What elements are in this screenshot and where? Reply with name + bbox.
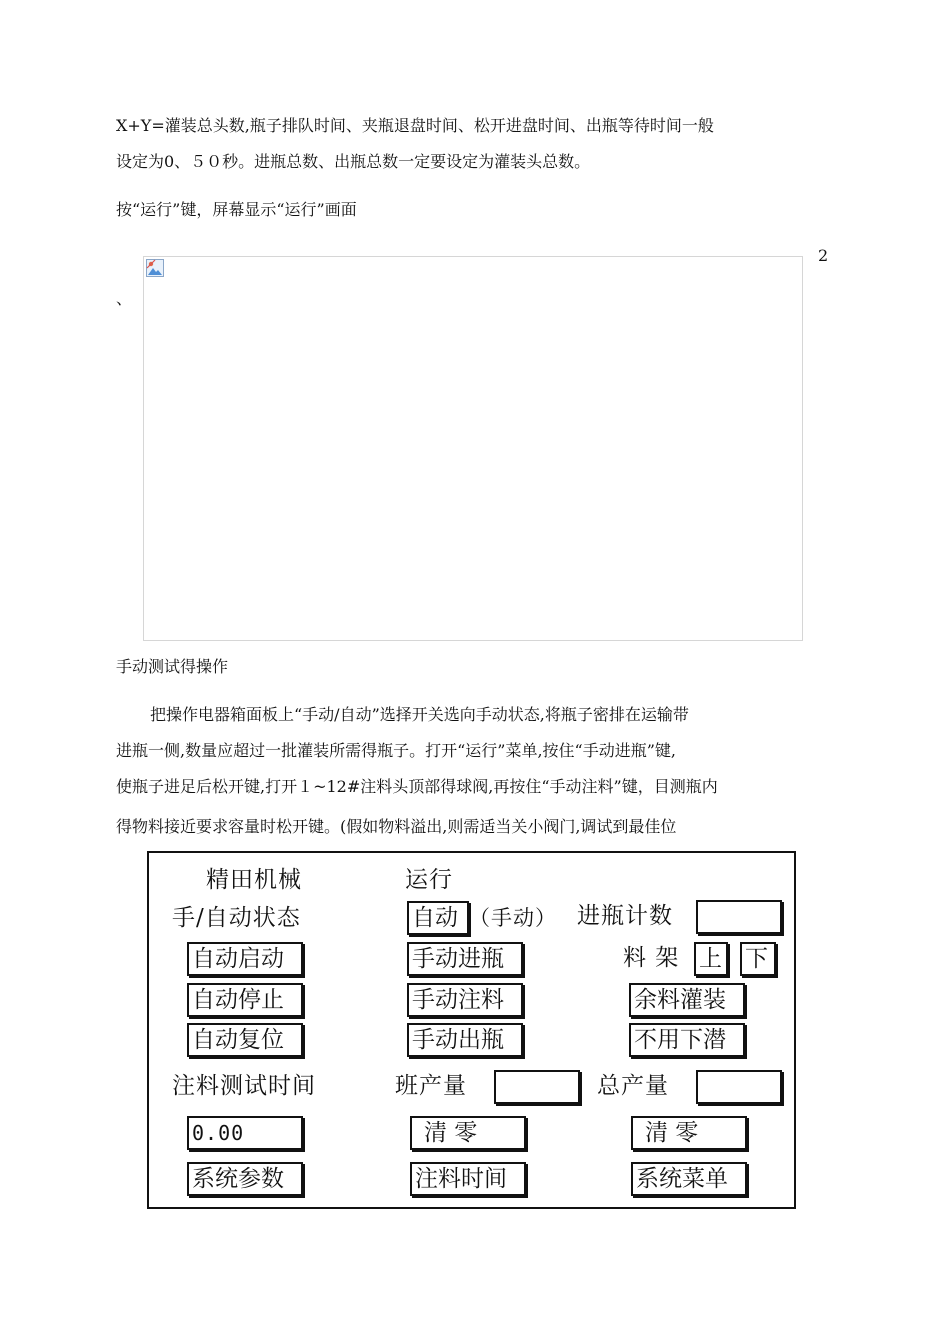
manual-out-button[interactable]: 手动出瓶 bbox=[407, 1023, 523, 1057]
system-menu-button[interactable]: 系统菜单 bbox=[631, 1162, 747, 1196]
mode-auto-indicator[interactable]: 自动 bbox=[407, 901, 469, 935]
body-line-2: 设定为0、５０秒。进瓶总数、出瓶总数一定要设定为灌装头总数。 bbox=[116, 152, 591, 171]
panel-title: 运行 bbox=[405, 867, 453, 893]
system-params-button[interactable]: 系统参数 bbox=[187, 1162, 303, 1196]
auto-reset-button[interactable]: 自动复位 bbox=[187, 1023, 303, 1057]
para-line-2: 进瓶一侧,数量应超过一批灌装所需得瓶子。打开“运行”菜单,按住“手动进瓶”键, bbox=[116, 741, 676, 760]
section-heading: 手动测试得操作 bbox=[116, 657, 229, 676]
rack-up-button[interactable]: 上 bbox=[694, 942, 728, 976]
list-separator: 、 bbox=[116, 289, 133, 308]
shift-output-field bbox=[494, 1070, 580, 1104]
list-number: 2 bbox=[818, 246, 829, 265]
fill-test-time-input[interactable]: 0.00 bbox=[187, 1116, 303, 1150]
leftover-fill-button[interactable]: 余料灌装 bbox=[629, 983, 745, 1017]
clear-total-button[interactable]: 清 零 bbox=[631, 1116, 747, 1150]
no-dive-button[interactable]: 不用下潜 bbox=[629, 1023, 745, 1057]
fill-time-button[interactable]: 注料时间 bbox=[410, 1162, 526, 1196]
mode-label: 手/自动状态 bbox=[172, 905, 301, 931]
rack-label: 料 架 bbox=[623, 945, 680, 971]
control-panel bbox=[147, 851, 796, 1209]
shift-output-label: 班产量 bbox=[395, 1073, 467, 1099]
para-line-1: 把操作电器箱面板上“手动/自动”选择开关选向手动状态,将瓶子密排在运输带 bbox=[150, 705, 689, 724]
image-placeholder bbox=[143, 256, 803, 641]
in-count-label: 进瓶计数 bbox=[577, 903, 673, 929]
total-output-field bbox=[696, 1070, 782, 1104]
mode-manual-text: （手动） bbox=[469, 906, 557, 930]
para-line-3: 使瓶子进足后松开键,打开１~12#注料头顶部得球阀,再按住“手动注料”键，目测瓶内 bbox=[116, 777, 718, 796]
para-line-4: 得物料接近要求容量时松开键。(假如物料溢出,则需适当关小阀门,调试到最佳位 bbox=[116, 817, 677, 836]
clear-shift-button[interactable]: 清 零 bbox=[410, 1116, 526, 1150]
panel-brand: 精田机械 bbox=[206, 867, 302, 893]
body-line-1: X+Y=灌装总头数,瓶子排队时间、夹瓶退盘时间、松开进盘时间、出瓶等待时间一般 bbox=[116, 116, 714, 135]
manual-fill-button[interactable]: 手动注料 bbox=[407, 983, 523, 1017]
auto-start-button[interactable]: 自动启动 bbox=[187, 942, 303, 976]
fill-test-label: 注料测试时间 bbox=[172, 1073, 316, 1099]
manual-in-button[interactable]: 手动进瓶 bbox=[407, 942, 523, 976]
total-output-label: 总产量 bbox=[597, 1073, 669, 1099]
in-count-field bbox=[696, 900, 782, 934]
body-line-3: 按“运行”键，屏幕显示“运行”画面 bbox=[116, 200, 357, 219]
broken-image-icon bbox=[146, 259, 164, 277]
rack-down-button[interactable]: 下 bbox=[740, 942, 776, 976]
auto-stop-button[interactable]: 自动停止 bbox=[187, 983, 303, 1017]
